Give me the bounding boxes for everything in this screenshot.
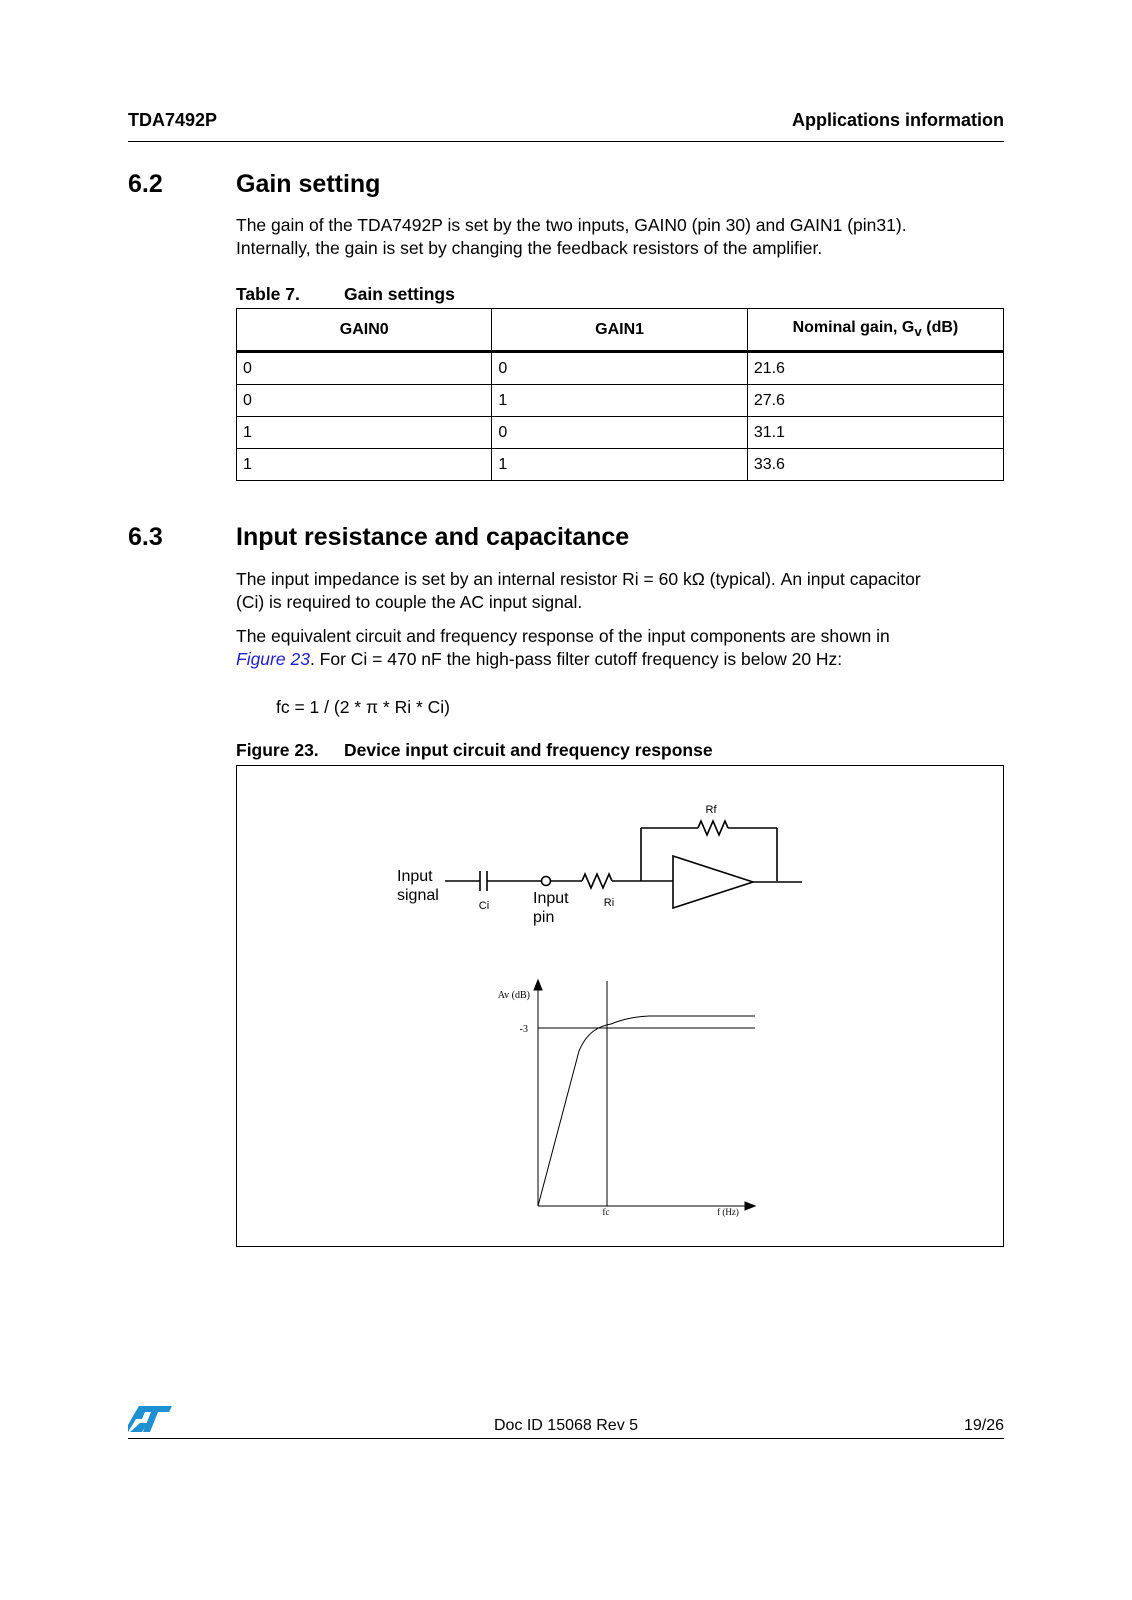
figure-23-link[interactable]: Figure 23 [236, 648, 310, 669]
cutoff-formula: fc = 1 / (2 * π * Ri * Ci) [276, 697, 450, 717]
table-cell: 0 [237, 352, 492, 385]
table-cell: 0 [237, 385, 492, 417]
figure-23-box [236, 765, 1004, 1247]
graph-y-label: Av (dB) [497, 990, 530, 1001]
footer-doc-id: Doc ID 15068 Rev 5 [493, 1417, 639, 1434]
footer-page-number: 19/26 [963, 1417, 1004, 1434]
rf-label: Rf [705, 804, 717, 816]
column-header-gain0: GAIN0 [237, 309, 492, 352]
section-6-3-p2-line-1: The equivalent circuit and frequency response of the input components are shown in [236, 626, 890, 646]
table-cell: 0 [492, 352, 747, 385]
section-6-3-title: Input resistance and capacitance [236, 523, 630, 551]
nominal-gain-label: Nominal gain, G [792, 319, 915, 337]
nominal-gain-unit: (dB) [921, 319, 959, 337]
input-pin-label-1: Input [533, 890, 569, 907]
response-curve [538, 1016, 755, 1206]
table-header-row [237, 309, 1004, 352]
table-cell: 27.6 [747, 385, 1003, 417]
header-product: TDA7492P [128, 110, 218, 130]
section-6-3-p2-line-2-text: . For Ci = 470 nF the high-pass filter cutoff frequency is below 20 Hz: [309, 648, 843, 669]
gain-settings-table [236, 308, 1004, 481]
header-section: Applications information [791, 110, 1004, 130]
table-7-label: Table 7. [236, 284, 300, 304]
footer-rule [128, 1438, 1004, 1439]
table-row [237, 385, 1004, 417]
section-6-2-title: Gain setting [236, 170, 381, 198]
graph-x-axis-arrow [745, 1202, 755, 1210]
table-cell: 1 [237, 417, 492, 449]
figure-23-label: Figure 23. [236, 740, 319, 760]
input-pin-terminal [542, 877, 551, 886]
ri-label: Ri [603, 897, 615, 909]
table-cell: 1 [492, 449, 747, 481]
section-6-3-paragraph-2 [236, 625, 1026, 670]
table-cell: 21.6 [747, 352, 1003, 385]
input-pin-label-2: pin [533, 909, 555, 926]
st-logo-icon [128, 1405, 172, 1433]
table-row [237, 352, 1004, 385]
section-6-3-number: 6.3 [128, 523, 163, 551]
table-row [237, 449, 1004, 481]
graph-level-label: -3 [519, 1024, 528, 1035]
section-6-3-p2-line-2 [236, 648, 1026, 671]
input-signal-label-2: signal [397, 887, 439, 904]
section-6-3-paragraph-1 [236, 568, 1026, 613]
section-6-2-line-1: The gain of the TDA7492P is set by the two inputs, GAIN0 (pin 30) and GAIN1 (pin31). [236, 215, 907, 235]
nominal-gain-subscript: v [914, 324, 922, 340]
table-cell: 31.1 [747, 417, 1003, 449]
graph-y-axis-arrow [534, 980, 542, 990]
table-cell: 33.6 [747, 449, 1003, 481]
table-cell: 1 [237, 449, 492, 481]
figure-23-title: Device input circuit and frequency response [344, 740, 713, 760]
column-header-nominal-gain [747, 309, 1003, 352]
graph-x-label: f (Hz) [717, 1207, 739, 1217]
table-cell: 1 [492, 385, 747, 417]
section-6-2-paragraph [236, 214, 1016, 259]
section-6-2-number: 6.2 [128, 170, 163, 198]
table-row [237, 417, 1004, 449]
table-7-title: Gain settings [344, 284, 455, 304]
amplifier-triangle [673, 856, 753, 908]
figure-23-drawing [237, 766, 1005, 1248]
ri-resistor [582, 874, 612, 888]
graph-fc-label: fc [602, 1207, 610, 1217]
header-rule [128, 141, 1004, 142]
column-header-gain1: GAIN1 [492, 309, 747, 352]
ci-label: Ci [478, 900, 490, 912]
section-6-3-p1-line-2: (Ci) is required to couple the AC input signal. [236, 591, 583, 612]
section-6-3-p1-line-1: The input impedance is set by an internal resistor Ri = 60 kΩ (typical). An input capacitor [236, 569, 921, 589]
section-6-2-line-2: Internally, the gain is set by changing the feedback resistors of the amplifier. [236, 237, 823, 258]
rf-resistor [698, 821, 728, 835]
input-signal-label-1: Input [397, 868, 433, 885]
table-cell: 0 [492, 417, 747, 449]
